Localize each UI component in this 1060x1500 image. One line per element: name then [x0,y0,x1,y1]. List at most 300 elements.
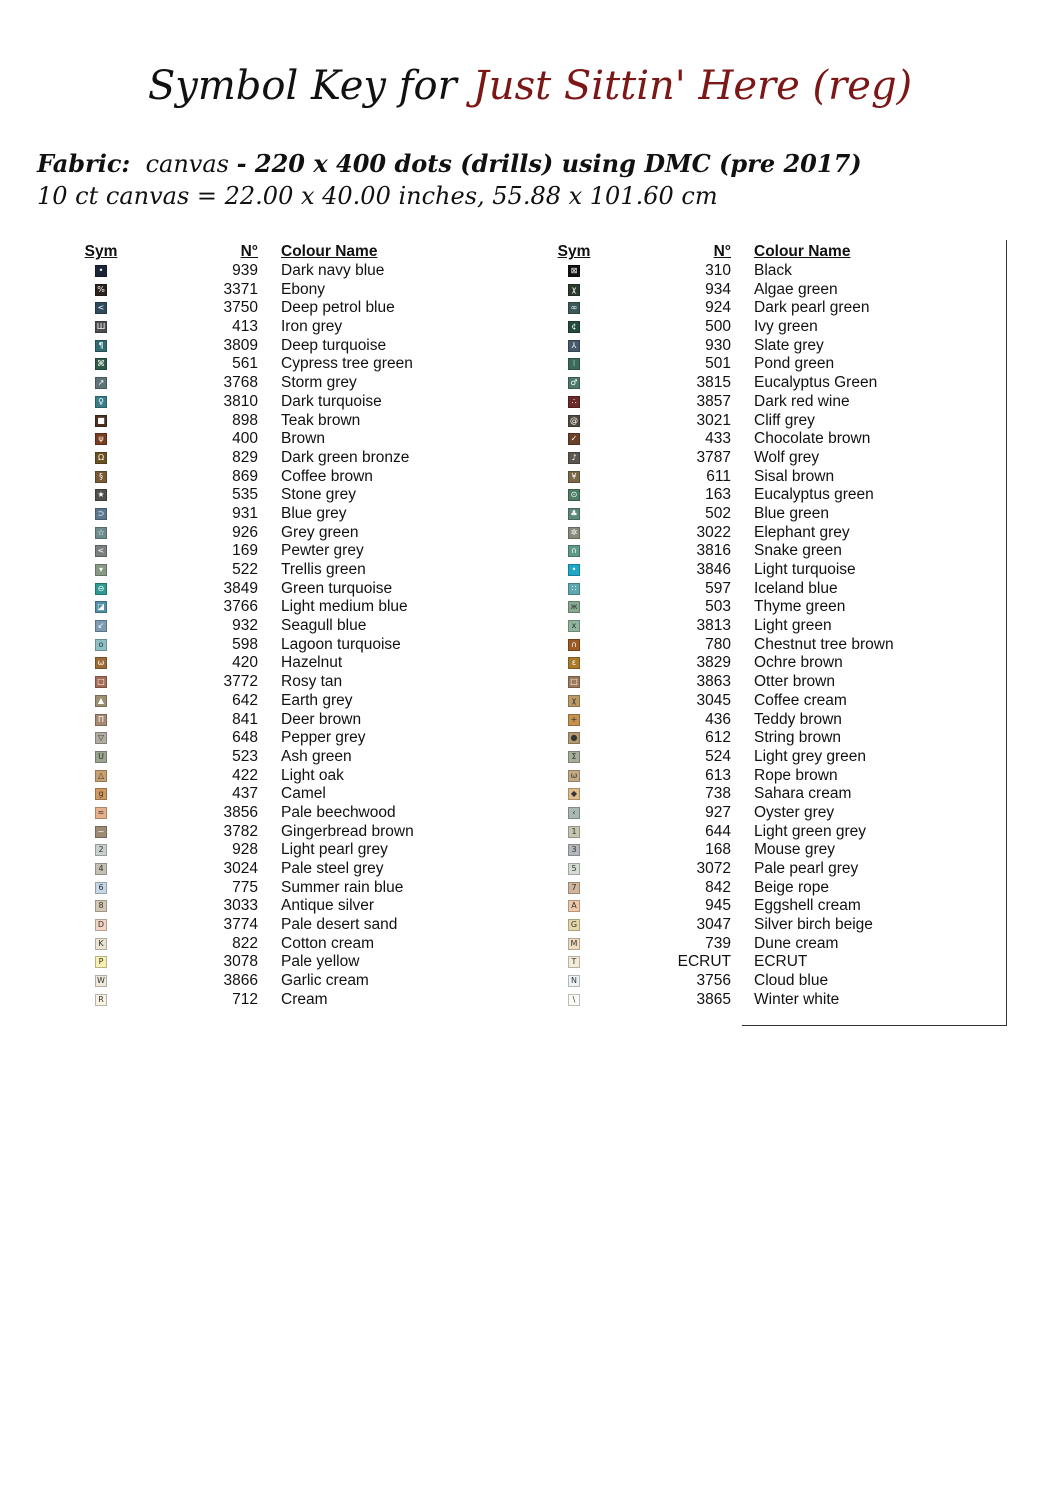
colour-name: Light grey green [754,747,867,765]
list-item [82,916,552,935]
symbol-cell [555,639,593,651]
dmc-number: 3766 [223,598,258,616]
color-swatch: ▲ [95,695,107,707]
dmc-number: 3078 [223,953,258,971]
dmc-number: 561 [232,355,258,373]
dmc-number: 524 [705,747,731,765]
symbol-cell [82,377,120,389]
dmc-number: 437 [232,785,258,803]
symbol-cell [555,788,593,800]
dmc-number: 3846 [696,561,731,579]
colour-name: Deep turquoise [281,336,387,354]
color-swatch: \ [568,994,580,1006]
color-swatch: U [95,751,107,763]
dmc-number: 3021 [696,411,731,429]
color-swatch: A [568,900,580,912]
dmc-number: 739 [705,934,731,952]
symbol-cell [555,601,593,613]
list-item [555,673,1025,692]
list-item [555,897,1025,916]
dmc-number: 712 [232,990,258,1008]
symbol-cell [555,994,593,1006]
list-item [82,897,552,916]
color-swatch: ♀ [95,396,107,408]
dmc-number: 433 [705,430,731,448]
list-item [82,299,552,318]
colour-name: Pepper grey [281,729,366,747]
symbol-cell [82,601,120,613]
dmc-number: 3033 [223,897,258,915]
symbol-cell [555,489,593,501]
color-swatch: 1 [568,826,580,838]
color-swatch: % [95,284,107,296]
list-item [555,318,1025,337]
colour-name: Light pearl grey [281,841,388,859]
color-swatch: @ [570,415,578,425]
dmc-number: 598 [232,635,258,653]
dmc-number: 931 [232,504,258,522]
colour-name: Cotton cream [281,934,375,952]
symbol-cell [555,377,593,389]
symbol-cell [82,620,120,632]
color-swatch: N [568,975,580,987]
symbol-cell [555,732,593,744]
dmc-number: 869 [232,467,258,485]
colour-name: Mouse grey [754,841,835,859]
colour-name: Ochre brown [754,654,843,672]
colour-name: Thyme green [754,598,846,616]
colour-name: Summer rain blue [281,878,404,896]
list-item [82,692,552,711]
color-swatch: ω [568,770,580,782]
symbol-cell [82,826,120,838]
dmc-number: 3849 [223,579,258,597]
colour-name: Light green [754,617,832,635]
header-name: Colour Name [754,243,851,261]
color-swatch: ∷ [568,583,580,595]
header-sym: Sym [84,243,118,261]
color-swatch: χ [568,695,580,707]
colour-name: Light turquoise [754,561,856,579]
dmc-number: 3047 [696,916,731,934]
list-item [82,318,552,337]
symbol-cell [555,863,593,875]
colour-name: Deer brown [281,710,362,728]
colour-name: Beige rope [754,878,829,896]
list-item [555,336,1025,355]
color-swatch: □ [95,676,107,688]
symbol-cell [555,714,593,726]
color-swatch: Σ [568,751,580,763]
list-item [555,934,1025,953]
color-swatch: Ω [95,452,107,464]
color-swatch: ⊖ [95,583,107,595]
symbol-cell [82,975,120,987]
list-item [82,393,552,412]
dmc-number: 500 [705,318,731,336]
color-swatch: ⊠ [568,265,580,277]
dmc-number: 168 [705,841,731,859]
color-swatch: □ [568,676,580,688]
symbol-cell [82,471,120,483]
colour-name: Light oak [281,766,344,784]
colour-name: ECRUT [754,953,808,971]
color-swatch: ε [568,657,580,669]
dmc-number: 3809 [223,336,258,354]
color-swatch: x [568,620,580,632]
header-name: Colour Name [281,243,378,261]
dmc-number: 501 [705,355,731,373]
color-swatch: • [95,265,107,277]
dmc-number: 939 [232,262,258,280]
list-item [555,411,1025,430]
symbol-cell [82,900,120,912]
dmc-number: 822 [232,934,258,952]
list-item [82,654,552,673]
list-item [555,635,1025,654]
list-item [555,449,1025,468]
list-item [555,393,1025,412]
list-item [555,561,1025,580]
color-swatch: ¶ [95,340,107,352]
symbol-cell [555,396,593,408]
colour-name: Black [754,262,792,280]
color-swatch: 3 [568,844,580,856]
color-swatch: ψ [95,433,107,445]
colour-name: Hazelnut [281,654,343,672]
symbol-cell [82,919,120,931]
list-item [555,467,1025,486]
colour-name: Grey green [281,523,359,541]
dmc-number: 436 [705,710,731,728]
colour-name: Lagoon turquoise [281,635,401,653]
list-item [555,523,1025,542]
list-item [82,561,552,580]
symbol-cell [82,433,120,445]
colour-name: Earth grey [281,691,353,709]
colour-name: Slate grey [754,336,824,354]
table-header [82,243,552,262]
colour-name: Storm grey [281,374,357,392]
colour-name: Pond green [754,355,835,373]
color-swatch: 5 [568,863,580,875]
dmc-number: 3024 [223,860,258,878]
symbol-cell [555,620,593,632]
dmc-number: 3782 [223,822,258,840]
fabric-spec: - 220 x 400 dots (drills) using DMC (pre 2017) [236,149,862,178]
dmc-number: 597 [705,579,731,597]
colour-name: Cream [281,990,328,1008]
dmc-number: 420 [232,654,258,672]
color-swatch: △ [95,770,107,782]
dmc-number: 3774 [223,916,258,934]
color-swatch: K [95,938,107,950]
list-item [555,617,1025,636]
symbol-cell [555,527,593,539]
list-item [555,878,1025,897]
dmc-number: 163 [705,486,731,504]
symbol-cell [82,415,120,427]
list-item [555,262,1025,281]
list-item [82,710,552,729]
symbol-cell [555,452,593,464]
colour-name: Cliff grey [754,411,815,429]
color-swatch: P [95,956,107,968]
colour-name: Sisal brown [754,467,835,485]
colour-name: Deep petrol blue [281,299,395,317]
dmc-number: 3787 [696,448,731,466]
symbol-cell [555,751,593,763]
dmc-number: 3810 [223,392,258,410]
dmc-number: 841 [232,710,258,728]
color-swatch: Ш [96,322,106,332]
symbol-cell [82,788,120,800]
list-item [555,822,1025,841]
list-item [82,953,552,972]
dmc-number: 502 [705,504,731,522]
symbol-cell [82,844,120,856]
colour-name: Otter brown [754,673,835,691]
fabric-type: canvas [145,150,229,178]
symbol-cell [82,545,120,557]
colour-name: Dark navy blue [281,262,385,280]
color-swatch: ∩ [568,545,580,557]
list-item [555,804,1025,823]
colour-name: Winter white [754,990,840,1008]
color-swatch: ω [95,657,107,669]
list-item [555,505,1025,524]
colour-name: Pale desert sand [281,916,398,934]
header-num: N° [240,243,258,261]
symbol-cell [82,340,120,352]
dmc-number: 3045 [696,691,731,709]
color-swatch: G [568,919,580,931]
colour-name: Stone grey [281,486,356,504]
symbol-cell [82,639,120,651]
symbol-cell [555,433,593,445]
symbol-cell [555,358,593,370]
dmc-number: 3815 [696,374,731,392]
dmc-number: 927 [705,803,731,821]
symbol-cell [555,564,593,576]
colour-name: Oyster grey [754,803,835,821]
color-swatch: 4 [95,863,107,875]
list-item [82,336,552,355]
colour-name: Cloud blue [754,972,829,990]
color-swatch: M [568,938,580,950]
dmc-number: 3816 [696,542,731,560]
symbol-cell [82,358,120,370]
colour-name: Dark pearl green [754,299,870,317]
dmc-number: 775 [232,878,258,896]
symbol-cell [82,676,120,688]
dmc-number: 3072 [696,860,731,878]
colour-name: Dark red wine [754,392,850,410]
colour-name: Brown [281,430,325,448]
symbol-cell [555,807,593,819]
list-item [82,355,552,374]
list-item [555,841,1025,860]
dmc-number: 503 [705,598,731,616]
symbol-cell [555,975,593,987]
dmc-number: 3813 [696,617,731,635]
symbol-cell [555,770,593,782]
color-swatch: ‹ [568,807,580,819]
header-sym: Sym [557,243,591,261]
right-rows [555,262,1025,1010]
list-item [82,617,552,636]
colour-name: Ivy green [754,318,818,336]
color-swatch: • [568,564,580,576]
dmc-number: 648 [232,729,258,747]
color-swatch: D [95,919,107,931]
dmc-number: 3863 [696,673,731,691]
colour-name: Green turquoise [281,579,393,597]
list-item [82,280,552,299]
dmc-number: 898 [232,411,258,429]
symbol-cell [82,994,120,1006]
colour-name: Pewter grey [281,542,364,560]
colour-name: Ash green [281,747,352,765]
dmc-number: 945 [705,897,731,915]
color-swatch: + [568,714,580,726]
symbol-cell [82,302,120,314]
list-item [555,748,1025,767]
color-swatch: ⊃ [95,508,107,520]
color-swatch: Π [95,714,107,726]
dmc-number: 3857 [696,392,731,410]
colour-name: Dune cream [754,934,839,952]
list-item [555,430,1025,449]
symbol-cell [555,676,593,688]
list-item [82,262,552,281]
colour-name: Rope brown [754,766,838,784]
list-item [555,374,1025,393]
color-swatch: ◆ [568,788,580,800]
symbol-cell [555,844,593,856]
colour-name: Garlic cream [281,972,369,990]
colour-name: Teddy brown [754,710,842,728]
list-item [555,860,1025,879]
color-swatch: ◪ [95,601,107,613]
symbol-cell [555,695,593,707]
dmc-number: 413 [232,318,258,336]
color-swatch: ↙ [95,620,107,632]
colour-name: Pale pearl grey [754,860,859,878]
dmc-number: 3022 [696,523,731,541]
list-item [82,411,552,430]
symbol-cell [555,657,593,669]
color-swatch: ⌘ [97,359,105,369]
dmc-number: 3829 [696,654,731,672]
table-header [555,243,1025,262]
colour-name: Gingerbread brown [281,822,414,840]
left-rows [82,262,552,1010]
symbol-cell [555,826,593,838]
title-lead: Symbol Key for [147,63,457,109]
list-item [82,467,552,486]
color-swatch: ~ [95,826,107,838]
header-num: N° [713,243,731,261]
color-swatch: 8 [95,900,107,912]
list-item [555,972,1025,991]
symbol-cell [82,956,120,968]
symbol-cell [555,265,593,277]
color-swatch: ↗ [95,377,107,389]
dmc-number: 930 [705,336,731,354]
list-item [555,953,1025,972]
colour-name: String brown [754,729,842,747]
colour-name: Silver birch beige [754,916,873,934]
color-swatch: ♣ [568,508,580,520]
colour-name: Eucalyptus green [754,486,874,504]
dmc-number: 932 [232,617,258,635]
colour-name: Chestnut tree brown [754,635,894,653]
colour-name: Elephant grey [754,523,850,541]
page-title [0,58,1060,114]
color-swatch: ✓ [568,433,580,445]
symbol-cell [82,564,120,576]
list-item [82,486,552,505]
colour-name: Algae green [754,280,838,298]
color-swatch: 6 [95,882,107,894]
dmc-number: 738 [705,785,731,803]
color-swatch: ● [568,732,580,744]
dmc-number: 934 [705,280,731,298]
colour-name: Coffee brown [281,467,373,485]
colour-name: Dark turquoise [281,392,382,410]
list-item [82,860,552,879]
color-swatch: ▾ [95,564,107,576]
color-swatch: § [95,471,107,483]
colour-name: Sahara cream [754,785,852,803]
symbol-cell [82,770,120,782]
list-item [82,542,552,561]
color-swatch: ☆ [95,527,107,539]
list-item [82,505,552,524]
colour-name: Coffee cream [754,691,847,709]
colour-name: Cypress tree green [281,355,413,373]
color-swatch: R [95,994,107,1006]
symbol-cell [555,508,593,520]
list-item [82,449,552,468]
color-swatch: ¢ [568,321,580,333]
list-item [82,972,552,991]
list-item [82,729,552,748]
colour-name: Trellis green [281,561,366,579]
color-swatch: ▽ [95,732,107,744]
list-item [82,822,552,841]
symbol-cell [555,882,593,894]
table-border-right [1006,240,1007,1026]
color-swatch: g [95,788,107,800]
dmc-number: 422 [232,766,258,784]
list-item [555,579,1025,598]
list-item [555,729,1025,748]
dmc-number: 3750 [223,299,258,317]
color-swatch: χ [568,284,580,296]
list-item [82,673,552,692]
colour-name: Pale beechwood [281,803,396,821]
colour-name: Light medium blue [281,598,408,616]
dmc-number: 611 [706,467,731,485]
colour-name: Pale yellow [281,953,360,971]
list-item [555,916,1025,935]
dmc-number: 780 [705,635,731,653]
list-item [82,598,552,617]
symbol-cell [555,545,593,557]
dmc-number: 3856 [223,803,258,821]
